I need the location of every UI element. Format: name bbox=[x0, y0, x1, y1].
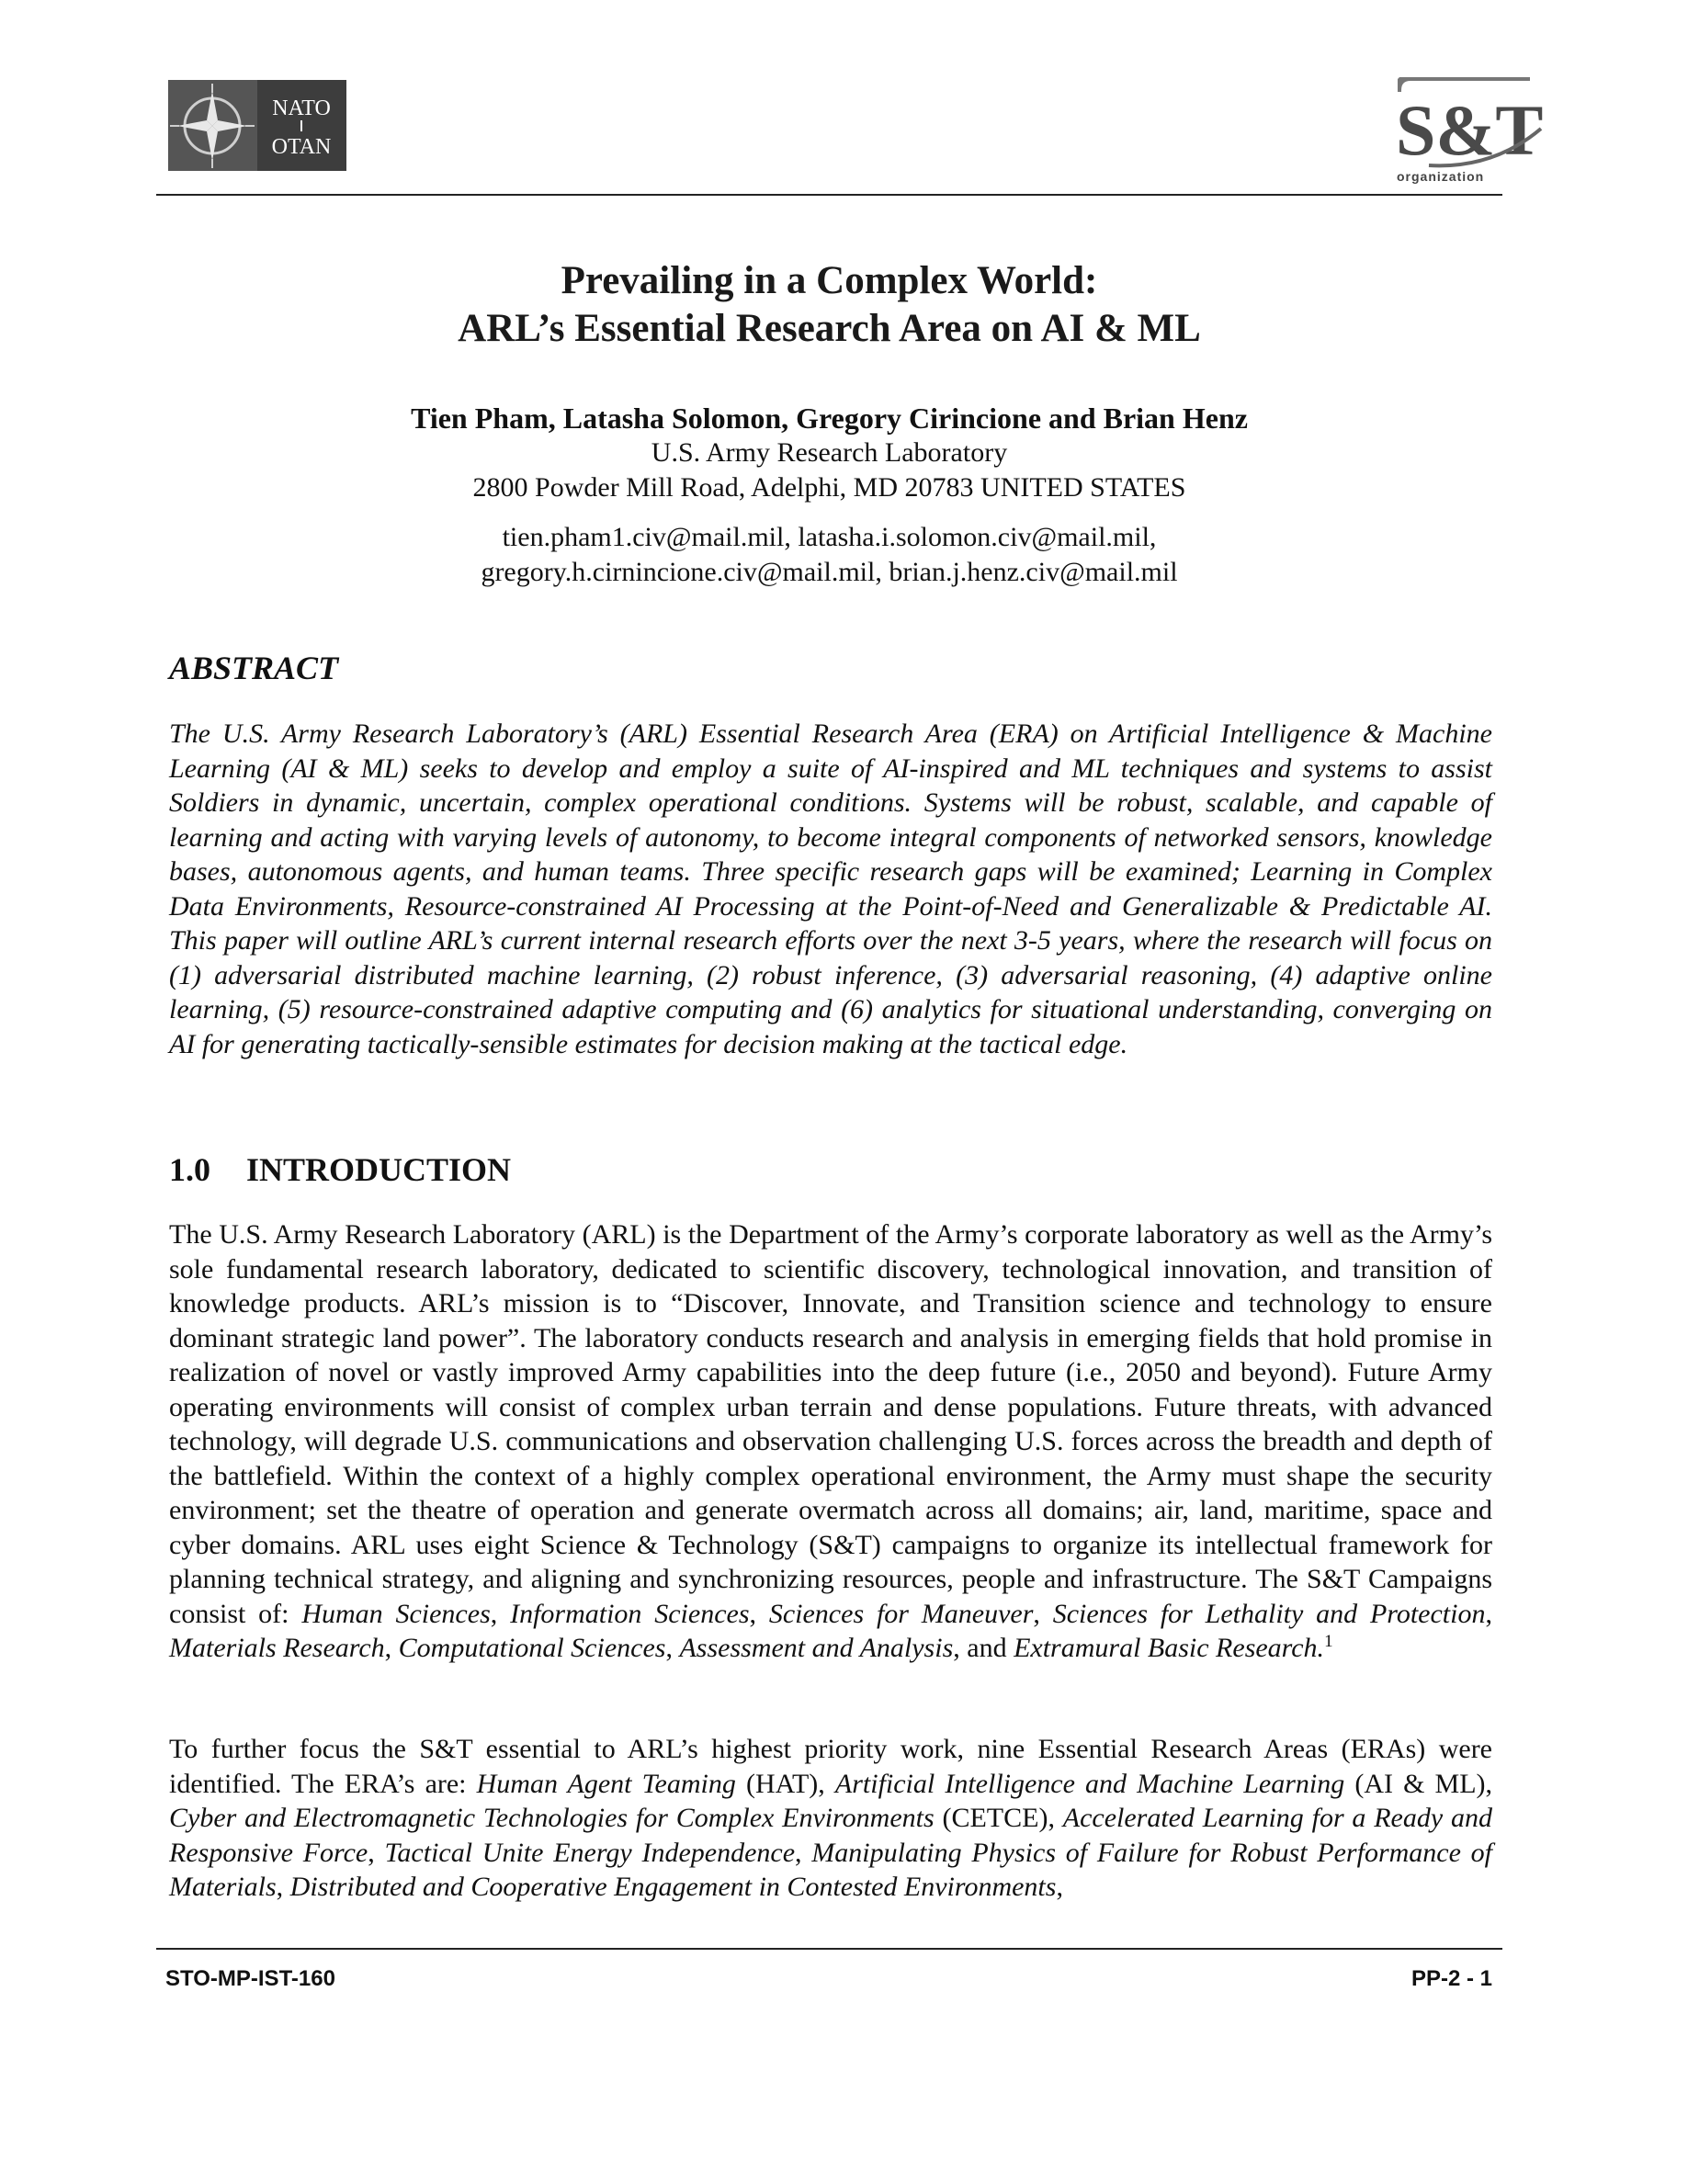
st-text: S&T bbox=[1396, 90, 1544, 170]
footnote-reference[interactable]: 1 bbox=[1324, 1632, 1333, 1651]
era-item: Accelerated Learning for a Ready and Responsive Force bbox=[169, 1803, 1492, 1868]
author-block bbox=[156, 401, 1502, 590]
header-rule bbox=[156, 194, 1502, 196]
era-item: Artificial Intelligence and Machine Learning bbox=[834, 1768, 1345, 1799]
section-number: 1.0 bbox=[169, 1151, 210, 1188]
intro-p1-text: The U.S. Army Research Laboratory (ARL) is the Department of the Army’s corporate laboratory as well as the Army’s sole fundamental research laboratory, dedicated to scientific discovery, technological innovation, and transition of knowledge products. ARL’s mission is to “Discover, Innovate, and Transition science and technology to ensure dominant strategic land power”. The laboratory conducts research and analysis in emerging fields that hold promise in realization of novel or vastly improved Army capabilities into the deep future (i.e., 2050 and beyond). Future Army operating environments will consist of complex urban terrain and dense populations. Future threats, with advanced technology, will degrade U.S. communications and observation challenging U.S. forces across the breadth and depth of the battlefield. Within the context of a highly complex operational environment, the Army must shape the security environment; set the theatre of operation and generate overmatch across all domains; air, land, maritime, space and cyber domains. ARL uses eight Science & Technology (S&T) campaigns to organize its intellectual framework for planning technical strategy, and aligning and synchronizing resources, people and infrastructure. The S&T Campaigns consist of: bbox=[169, 1219, 1492, 1629]
introduction-heading bbox=[169, 1150, 511, 1189]
document-id: STO-MP-IST-160 bbox=[165, 1966, 335, 1991]
title-line-2: ARL’s Essential Research Area on AI & ML bbox=[458, 307, 1201, 350]
introduction-paragraph-1: The U.S. Army Research Laboratory (ARL) is the Department of the Army’s corporate laboratory as well as the Army’s sole fundamental research laboratory, dedicated to scientific discovery, technological innovation, and transition of knowledge products. ARL’s mission is to “Discover, Innovate, and Transition science and technology to ensure dominant strategic land power”. The laboratory conducts research and analysis in emerging fields that hold promise in realization of novel or vastly improved Army capabilities into the deep future (i.e., 2050 and beyond). Future Army operating environments will consist of complex urban terrain and dense populations. Future threats, with advanced technology, will degrade U.S. communications and observation challenging U.S. forces across the breadth and depth of the battlefield. Within the context of a highly complex operational environment, the Army must shape the security environment; set the theatre of operation and generate overmatch across all domains; air, land, maritime, space and cyber domains. ARL uses eight Science & Technology (S&T) campaigns to organize its intellectual framework for planning technical strategy, and aligning and synchronizing resources, people and infrastructure. The S&T Campaigns consist of: Human Sciences, Information Sciences, Sciences for Maneuver, Sciences for Lethality and Protection, Materials Research, Computational Sciences, Assessment and Analysis, and Extramural Basic Research.$^1$ bbox=[169, 1219, 1492, 1663]
introduction-paragraph-2: To further focus the S&T essential to ARL’s highest priority work, nine Essential Research Areas (ERAs) were identified. The ERA’s are: Human Agent Teaming (HAT), Artificial Intelligence and Machine Learning (AI & ML), Cyber and Electromagnetic Technologies for Complex Environments (CETCE), Accelerated Learning for a Ready and Responsive Force, Tactical Unite Energy Independence, Manipulating Physics of Failure for Robust Performance of Materials, Distributed and Cooperative Engagement in Contested Environments, bbox=[169, 1734, 1493, 1902]
abstract-heading: ABSTRACT bbox=[169, 650, 339, 686]
email-line-2[interactable]: gregory.h.cirnincione.civ@mail.mil, brian.j.henz.civ@mail.mil bbox=[481, 557, 1178, 587]
campaign-item: Computational Sciences bbox=[398, 1633, 666, 1663]
section-title: INTRODUCTION bbox=[246, 1151, 512, 1188]
paper-title bbox=[156, 257, 1502, 353]
era-item: Distributed and Cooperative Engagement in Contested Environments bbox=[289, 1872, 1057, 1902]
author-names: Tien Pham, Latasha Solomon, Gregory Cirincione and Brian Henz bbox=[411, 402, 1248, 435]
st-organization-logo bbox=[1392, 74, 1544, 187]
author-emails bbox=[156, 520, 1502, 590]
campaign-item: Extramural Basic Research. bbox=[1014, 1633, 1325, 1663]
affiliation-org: U.S. Army Research Laboratory bbox=[651, 437, 1008, 468]
nato-text: NATO bbox=[272, 96, 331, 120]
otan-text: OTAN bbox=[271, 135, 332, 159]
campaign-item: Information Sciences bbox=[510, 1598, 750, 1629]
era-item: Manipulating Physics of Failure for Robust Performance of Materials bbox=[169, 1837, 1492, 1902]
nato-otan-logo bbox=[168, 80, 346, 171]
email-line-1[interactable]: tien.pham1.civ@mail.mil, latasha.i.solomon.civ@mail.mil, bbox=[502, 522, 1157, 552]
affiliation-address: 2800 Powder Mill Road, Adelphi, MD 20783 UNITED STATES bbox=[472, 472, 1186, 503]
era-item: Tactical Unite Energy Independence bbox=[384, 1837, 796, 1868]
campaign-item: Sciences for Lethality and Protection bbox=[1052, 1598, 1486, 1629]
st-organization-text: organization bbox=[1397, 169, 1485, 184]
campaign-item: Assessment and Analysis bbox=[679, 1633, 954, 1663]
page-number: PP-2 - 1 bbox=[1410, 1966, 1492, 1991]
campaign-item: Sciences for Maneuver bbox=[768, 1598, 1034, 1629]
intro-p2-text: To further focus the S&T essential to ARL’s highest priority work, nine Essential Research Areas (ERAs) were identified. The ERA’s are: bbox=[169, 1734, 1492, 1799]
era-item: Cyber and Electromagnetic Technologies for Complex Environments bbox=[169, 1803, 935, 1833]
campaign-item: Materials Research bbox=[169, 1633, 385, 1663]
abstract-text: The U.S. Army Research Laboratory’s (ARL) Essential Research Area (ERA) on Artificial Intelligence & Machine Learning (AI & ML) seeks to develop and employ a suite of AI-inspired and ML techniques and systems to assist Soldiers in dynamic, uncertain, complex operational conditions. Systems will be robust, scalable, and capable of learning and acting with varying levels of autonomy, to become integral components of networked sensors, knowledge bases, autonomous agents, and human teams. Three specific research gaps will be examined; Learning in Complex Data Environments, Resource-constrained AI Processing at the Point-of-Need and Generalizable & Predictable AI. This paper will outline ARL’s current internal research efforts over the next 3-5 years, where the research will focus on (1) adversarial distributed machine learning, (2) robust inference, (3) adversarial reasoning, (4) adaptive online learning, (5) resource-constrained adaptive computing and (6) analytics for situational understanding, converging on AI for generating tactically-sensible estimates for decision making at the tactical edge. bbox=[169, 719, 1492, 1059]
era-item: Human Agent Teaming bbox=[476, 1768, 736, 1799]
title-line-1: Prevailing in a Complex World: bbox=[561, 259, 1098, 302]
campaign-item: Human Sciences bbox=[301, 1598, 491, 1629]
footer-rule bbox=[156, 1948, 1502, 1950]
